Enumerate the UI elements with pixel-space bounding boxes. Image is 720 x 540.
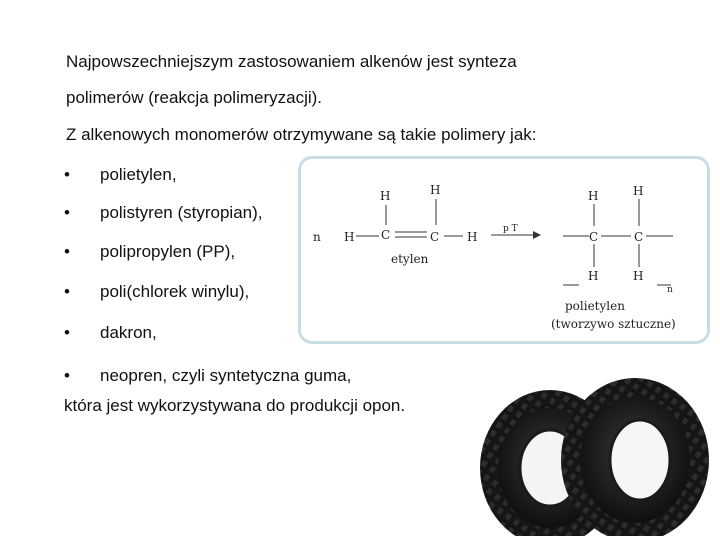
monomer-h-top-left: H xyxy=(380,189,391,203)
polymer-carbon-1: C xyxy=(589,230,599,244)
bullet-neopren-continuation: która jest wykorzystywana do produkcji opon. xyxy=(64,396,406,415)
bullet-polipropylen: polipropylen (PP), xyxy=(100,242,236,261)
bullet-marker: • xyxy=(64,165,70,184)
polymer-note: (tworzywo sztuczne) xyxy=(551,317,676,331)
bullet-dakron: dakron, xyxy=(100,323,157,342)
monomer-h-left: H xyxy=(344,230,355,244)
intro-line-3: Z alkenowych monomerów otrzymywane są takie polimery jak: xyxy=(66,125,537,144)
bullet-polietylen: polietylen, xyxy=(100,165,177,184)
polymer-subscript-n: n xyxy=(667,285,673,295)
bullet-marker: • xyxy=(64,323,70,342)
bullet-marker: • xyxy=(64,366,70,385)
bullet-marker: • xyxy=(64,242,70,261)
intro-line-2: polimerów (reakcja polimeryzacji). xyxy=(66,88,323,107)
monomer-label: etylen xyxy=(391,252,429,266)
polymer-label: polietylen xyxy=(565,299,625,313)
bullet-neopren: neopren, czyli syntetyczna guma, xyxy=(100,366,352,385)
monomer-carbon-2: C xyxy=(430,230,440,244)
monomer-h-top-right: H xyxy=(430,183,441,197)
bullet-pvc: poli(chlorek winylu), xyxy=(100,282,250,301)
bullet-marker: • xyxy=(64,203,70,222)
polymer-carbon-2: C xyxy=(634,230,644,244)
monomer-carbon-1: C xyxy=(381,228,391,242)
polymer-h-bottom-right: H xyxy=(633,269,644,283)
polymerization-reaction-box xyxy=(298,156,710,344)
reaction-conditions: p T xyxy=(503,224,518,234)
bullet-marker: • xyxy=(64,282,70,301)
monomer-h-right: H xyxy=(467,230,478,244)
reaction-coefficient: n xyxy=(313,230,321,244)
intro-line-1: Najpowszechniejszym zastosowaniem alkenów jest synteza xyxy=(66,52,517,71)
front-tyre xyxy=(561,378,709,536)
bullet-polistyren: polistyren (styropian), xyxy=(100,203,263,222)
tyres-image xyxy=(475,368,715,536)
polymer-h-top-left: H xyxy=(588,189,599,203)
reaction-scheme xyxy=(301,159,707,341)
polymer-h-bottom-left: H xyxy=(588,269,599,283)
polymer-h-top-right: H xyxy=(633,184,644,198)
